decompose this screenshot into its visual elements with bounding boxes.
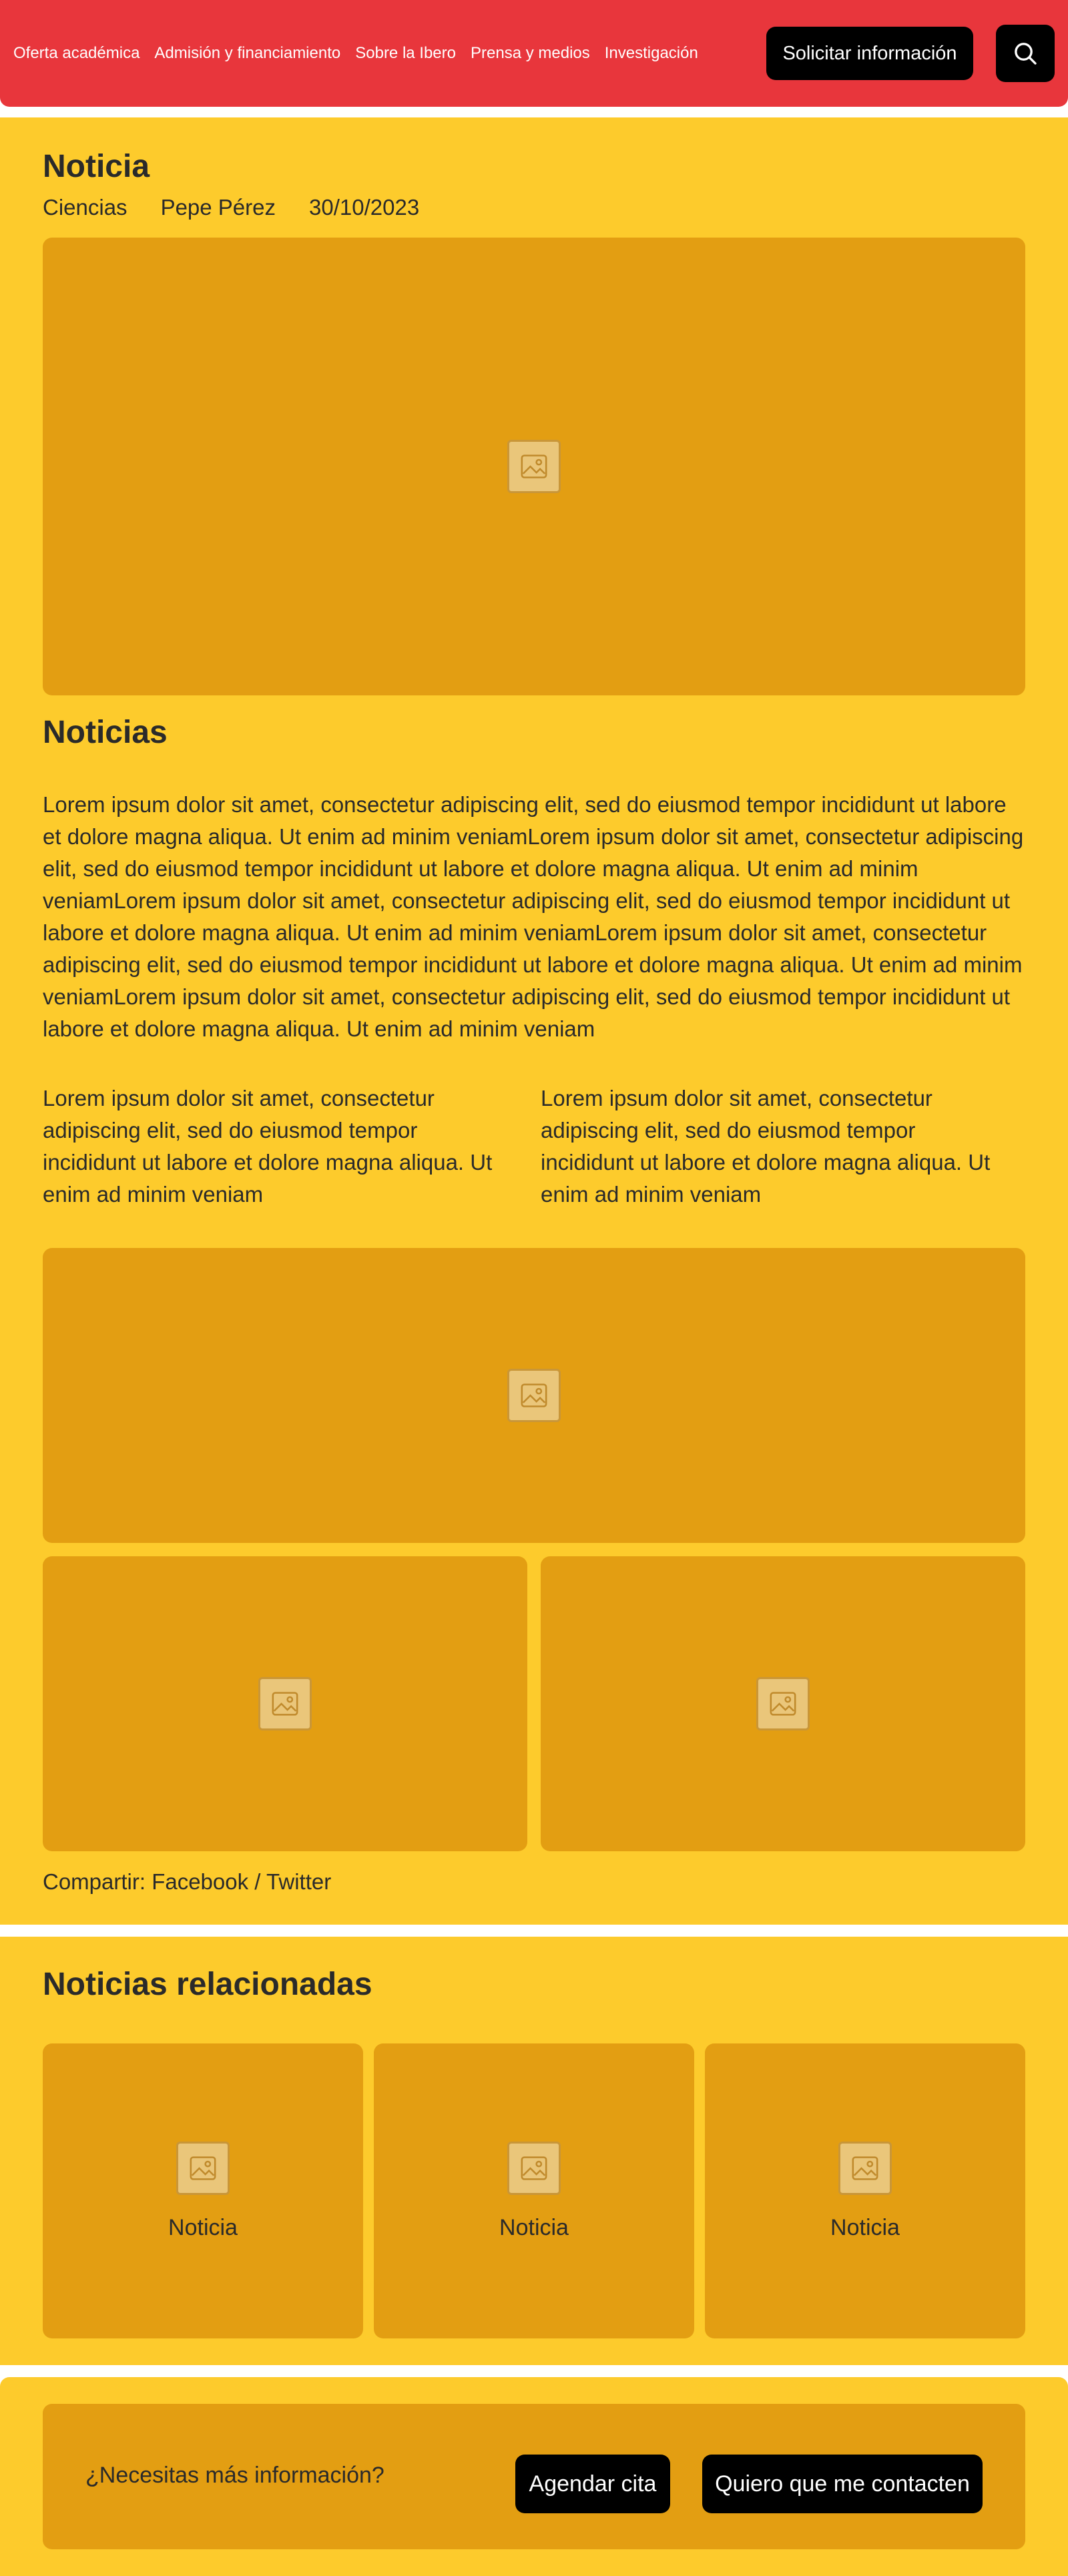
request-info-button[interactable]: Solicitar información xyxy=(766,27,973,80)
nav-item-oferta[interactable]: Oferta académica xyxy=(13,44,140,62)
article-paragraph-main: Lorem ipsum dolor sit amet, consectetur adipiscing elit, sed do eiusmod tempor incididunt ut labore et dolore magna aliqua. Ut enim ad minim veniamLorem ipsum dolor sit amet, consectetur adipiscing elit, sed do eiusmod tempor incididunt ut labore et dolore magna aliqua. Ut enim ad minim veniamLorem ipsum dolor sit amet, consectetur adipiscing elit, sed do eiusmod tempor incididunt ut labore et dolore magna aliqua. Ut enim ad minim veniamLorem ipsum dolor sit amet, consectetur adipiscing elit, sed do eiusmod tempor incididunt ut labore et dolore magna aliqua. Ut enim ad minim veniamLorem ipsum dolor sit amet, consectetur adipiscing elit, sed do eiusmod tempor incididunt ut labore et dolore magna aliqua. Ut enim ad minim veniam xyxy=(43,792,1024,1041)
related-card[interactable] xyxy=(43,2043,363,2338)
related-news-section xyxy=(0,1937,1068,2365)
wide-image xyxy=(43,1248,1025,1543)
image-icon xyxy=(756,1677,810,1730)
hero-image xyxy=(43,238,1025,695)
image-icon xyxy=(507,440,561,493)
schedule-appointment-button[interactable]: Agendar cita xyxy=(515,2455,670,2513)
article-author: Pepe Pérez xyxy=(160,195,276,220)
article-title: Noticia xyxy=(43,149,150,184)
image-icon xyxy=(838,2142,892,2195)
related-card-label: Noticia xyxy=(499,2214,569,2240)
image-icon xyxy=(507,2142,561,2195)
article-paragraph-right: Lorem ipsum dolor sit amet, consectetur adipiscing elit, sed do eiusmod tempor incididunt ut labore et dolore magna aliqua. Ut enim ad minim veniam xyxy=(541,1086,991,1207)
nav-item-sobre[interactable]: Sobre la Ibero xyxy=(355,44,456,62)
related-heading: Noticias relacionadas xyxy=(43,1967,372,2002)
contact-banner xyxy=(43,2404,1025,2549)
article-category: Ciencias xyxy=(43,195,127,220)
contact-question: ¿Necesitas más información? xyxy=(85,2463,384,2488)
contact-me-button[interactable]: Quiero que me contacten xyxy=(702,2455,983,2513)
section-heading: Noticias xyxy=(43,715,168,750)
article-meta xyxy=(43,195,419,220)
site-header xyxy=(0,0,1068,107)
contact-section xyxy=(0,2377,1068,2576)
gallery-image-right xyxy=(541,1556,1025,1851)
related-card[interactable] xyxy=(705,2043,1025,2338)
article-section xyxy=(0,117,1068,1925)
share-links[interactable]: Compartir: Facebook / Twitter xyxy=(43,1869,332,1894)
gallery-image-left xyxy=(43,1556,527,1851)
main-nav xyxy=(13,44,698,63)
article-paragraph-left: Lorem ipsum dolor sit amet, consectetur adipiscing elit, sed do eiusmod tempor incididunt ut labore et dolore magna aliqua. Ut enim ad minim veniam xyxy=(43,1086,493,1207)
search-icon xyxy=(1012,40,1039,67)
related-card-label: Noticia xyxy=(168,2214,238,2240)
image-icon xyxy=(258,1677,312,1730)
related-card-label: Noticia xyxy=(830,2214,900,2240)
image-icon xyxy=(507,1369,561,1422)
image-icon xyxy=(176,2142,230,2195)
related-card[interactable] xyxy=(374,2043,694,2338)
article-date: 30/10/2023 xyxy=(309,195,420,220)
nav-item-investigacion[interactable]: Investigación xyxy=(604,44,698,62)
nav-item-prensa[interactable]: Prensa y medios xyxy=(471,44,590,62)
search-button[interactable] xyxy=(996,25,1055,82)
nav-item-admision[interactable]: Admisión y financiamiento xyxy=(154,44,341,62)
